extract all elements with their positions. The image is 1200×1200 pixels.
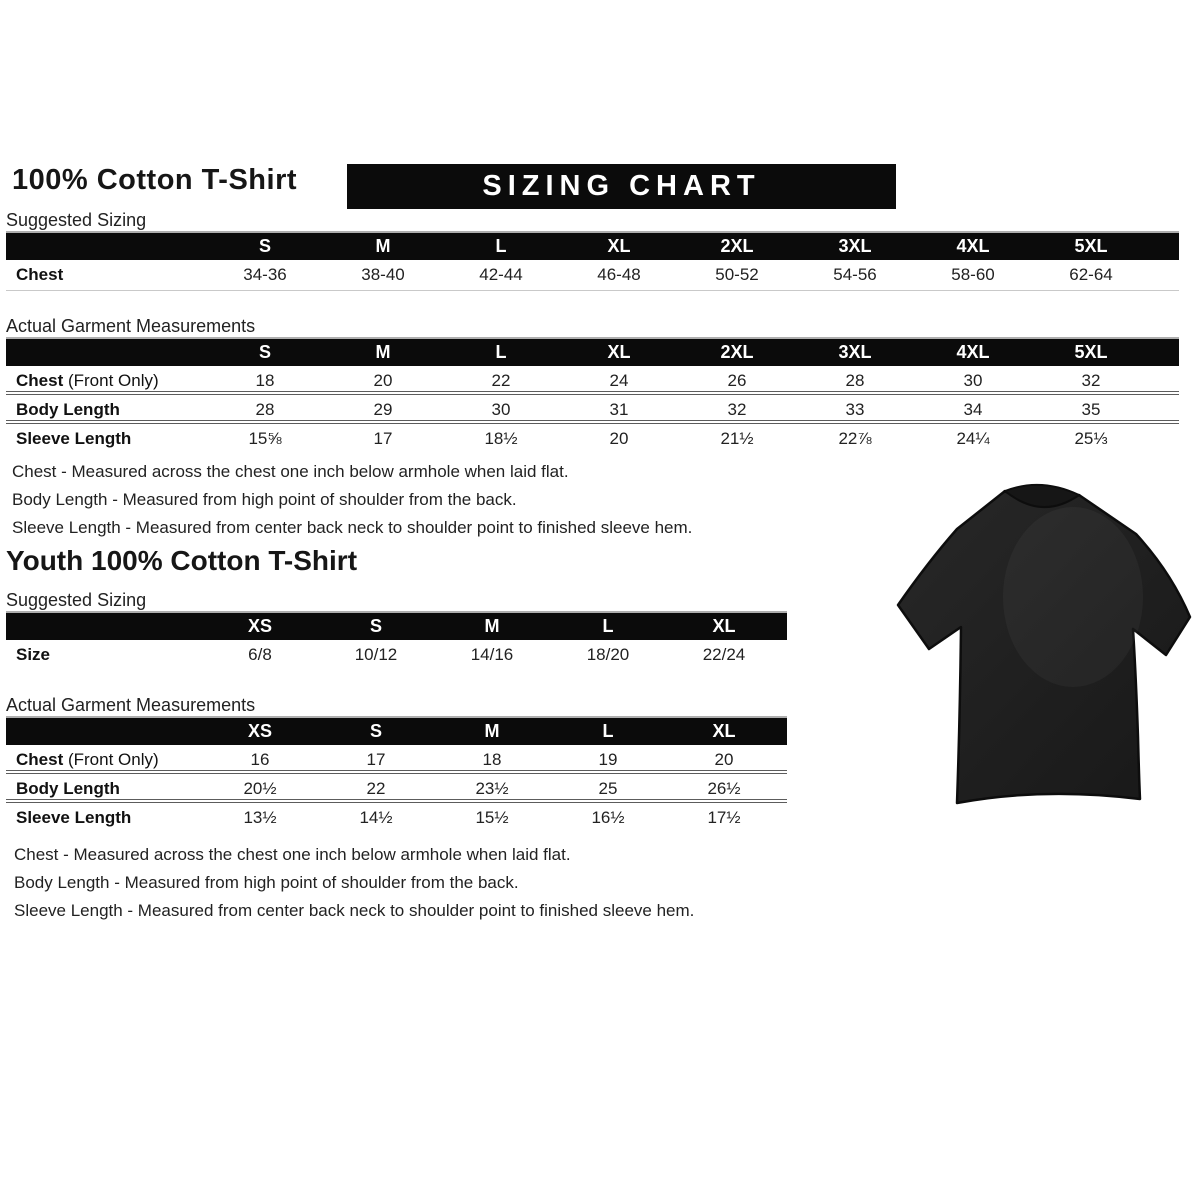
cell-value: 25 [598, 779, 618, 798]
size-col-header: S [258, 236, 271, 256]
cell-value: 14/16 [470, 645, 514, 664]
row-filler [1150, 424, 1179, 453]
cell-value: 13½ [243, 808, 277, 827]
sizing-chart-banner: SIZING CHART [347, 164, 896, 209]
cell-value: 19 [598, 750, 618, 769]
cell-value: 25⅓ [1074, 429, 1108, 448]
size-col-header: 5XL [1074, 342, 1108, 362]
cell-value: 15⅝ [248, 429, 282, 448]
size-col-header: M [484, 616, 500, 636]
cell-value: 50-52 [715, 265, 759, 284]
cell-value: 22/24 [702, 645, 746, 664]
cell-value: 34 [963, 400, 983, 419]
row-label [6, 745, 202, 774]
row-filler [782, 774, 787, 803]
cell-value: 18/20 [586, 645, 630, 664]
row-label-suffix: (Front Only) [63, 750, 159, 769]
youth-chest-front-only-row [6, 745, 787, 774]
row-label [6, 774, 202, 803]
youth-actual-header-row [6, 718, 787, 745]
row-filler [1150, 260, 1179, 290]
cell-value: 22 [491, 371, 511, 390]
youth-body-length-row [6, 774, 787, 803]
cell-value: 20 [714, 750, 734, 769]
cell-value: 33 [845, 400, 865, 419]
youth-size-row [6, 640, 787, 671]
page-title: 100% Cotton T-Shirt [12, 164, 298, 196]
header-filler [1150, 233, 1179, 260]
cell-value: 62-64 [1069, 265, 1113, 284]
corner-spacer [6, 718, 202, 745]
row-label [6, 366, 206, 395]
cell-value: 34-36 [243, 265, 287, 284]
size-col-header: S [369, 616, 382, 636]
note-chest: Chest - Measured across the chest one inch below armhole when laid flat. [12, 462, 569, 481]
cell-value: 28 [255, 400, 275, 419]
size-col-header: M [484, 721, 500, 741]
tshirt-image [893, 477, 1195, 809]
size-col-header: 4XL [956, 342, 990, 362]
cell-value: 16½ [591, 808, 625, 827]
cell-value: 24 [609, 371, 629, 390]
row-filler [782, 640, 787, 671]
cell-value: 30 [963, 371, 983, 390]
size-col-header: 3XL [838, 342, 872, 362]
cell-value: 24¼ [956, 429, 990, 448]
cell-value: 18½ [484, 429, 518, 448]
row-label-main: Chest [16, 371, 64, 390]
youth-suggested-sizing-label: Suggested Sizing [6, 589, 787, 613]
size-col-header: M [375, 342, 391, 362]
cell-value: 26 [727, 371, 747, 390]
row-label [6, 803, 202, 832]
cell-value: 14½ [359, 808, 393, 827]
cell-value: 32 [727, 400, 747, 419]
cell-value: 30 [491, 400, 511, 419]
size-col-header: L [495, 236, 507, 256]
row-filler [782, 803, 787, 832]
corner-spacer [6, 339, 206, 366]
size-col-header: 5XL [1074, 236, 1108, 256]
row-filler [782, 745, 787, 774]
size-col-header: XL [712, 616, 736, 636]
size-col-header: S [258, 342, 271, 362]
row-label-suffix: (Front Only) [63, 371, 159, 390]
row-label [6, 260, 206, 290]
size-col-header: 4XL [956, 236, 990, 256]
note-sleeve-length: Sleeve Length - Measured from center back neck to shoulder point to finished sleeve hem. [12, 518, 693, 537]
note-chest: Chest - Measured across the chest one inch below armhole when laid flat. [14, 845, 571, 864]
cell-value: 23½ [475, 779, 509, 798]
youth-actual-measurements-label: Actual Garment Measurements [6, 694, 787, 718]
size-col-header: M [375, 236, 391, 256]
row-filler [1150, 366, 1179, 395]
cell-value: 29 [373, 400, 393, 419]
cell-value: 15½ [475, 808, 509, 827]
corner-spacer [6, 613, 202, 640]
size-col-header: 2XL [720, 236, 754, 256]
row-label-main: Sleeve Length [16, 429, 132, 448]
row-label [6, 640, 202, 671]
size-col-header: XS [247, 721, 272, 741]
cell-value: 54-56 [833, 265, 877, 284]
size-col-header: XS [247, 616, 272, 636]
corner-spacer [6, 233, 206, 260]
cell-value: 42-44 [479, 265, 523, 284]
cell-value: 18 [255, 371, 275, 390]
size-col-header: XL [607, 342, 631, 362]
cell-value: 22⅞ [838, 429, 872, 448]
cell-value: 46-48 [597, 265, 641, 284]
row-label [6, 424, 206, 453]
size-col-header: S [369, 721, 382, 741]
adult-actual-measurements-label: Actual Garment Measurements [6, 315, 1179, 339]
adult-actual-header-row [6, 339, 1179, 366]
header-filler [782, 613, 787, 640]
note-body-length: Body Length - Measured from high point of shoulder from the back. [14, 873, 519, 892]
row-label-main: Size [16, 645, 51, 664]
row-label-main: Body Length [16, 779, 120, 798]
row-label-main: Body Length [16, 400, 120, 419]
adult-suggested-sizing-label: Suggested Sizing [6, 209, 1179, 233]
size-col-header: XL [712, 721, 736, 741]
cell-value: 20½ [243, 779, 277, 798]
cell-value: 26½ [707, 779, 741, 798]
cell-value: 21½ [720, 429, 754, 448]
size-col-header: L [602, 616, 614, 636]
row-label-main: Chest [16, 265, 64, 284]
cell-value: 20 [373, 371, 393, 390]
cell-value: 35 [1081, 400, 1101, 419]
header-filler [1150, 339, 1179, 366]
size-col-header: L [602, 721, 614, 741]
cell-value: 17 [366, 750, 386, 769]
cell-value: 10/12 [354, 645, 398, 664]
header-filler [782, 718, 787, 745]
cell-value: 58-60 [951, 265, 995, 284]
note-sleeve-length: Sleeve Length - Measured from center back neck to shoulder point to finished sleeve hem. [14, 901, 695, 920]
adult-chest-row [6, 260, 1179, 291]
cell-value: 16 [250, 750, 270, 769]
row-filler [1150, 395, 1179, 424]
size-col-header: 2XL [720, 342, 754, 362]
cell-value: 22 [366, 779, 386, 798]
note-body-length: Body Length - Measured from high point of shoulder from the back. [12, 490, 517, 509]
youth-sleeve-length-row [6, 803, 787, 832]
cell-value: 31 [609, 400, 629, 419]
row-label [6, 395, 206, 424]
adult-body-length-row [6, 395, 1179, 424]
adult-chest-front-only-row [6, 366, 1179, 395]
cell-value: 20 [609, 429, 629, 448]
row-label-main: Chest [16, 750, 64, 769]
size-col-header: 3XL [838, 236, 872, 256]
cell-value: 38-40 [361, 265, 405, 284]
cell-value: 32 [1081, 371, 1101, 390]
cell-value: 17 [373, 429, 393, 448]
cell-value: 18 [482, 750, 502, 769]
youth-suggested-header-row [6, 613, 787, 640]
adult-sleeve-length-row [6, 424, 1179, 453]
cell-value: 17½ [707, 808, 741, 827]
row-label-main: Sleeve Length [16, 808, 132, 827]
youth-section-title: Youth 100% Cotton T-Shirt [6, 545, 358, 576]
size-col-header: L [495, 342, 507, 362]
adult-suggested-header-row [6, 233, 1179, 260]
cell-value: 28 [845, 371, 865, 390]
cell-value: 6/8 [248, 645, 272, 664]
size-col-header: XL [607, 236, 631, 256]
